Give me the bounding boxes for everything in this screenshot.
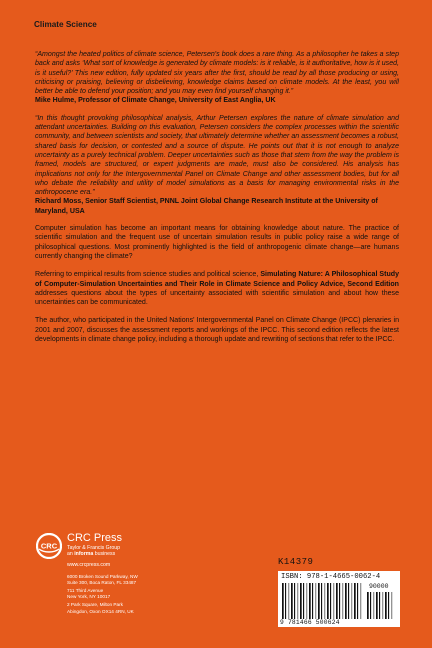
publisher-addresses [67,574,216,615]
series-label: Climate Science [34,20,97,29]
crc-press-logo-icon [36,533,62,559]
barcode-bar [327,583,329,619]
publisher-name: CRC Press [67,532,123,544]
quote-1-attribution: Mike Hulme, Professor of Climate Change, University of East Anglia, UK [35,97,276,105]
address-boca-raton: 6000 Broken Sound Parkway, NW Suite 300, Boca Raton, FL 33487 [67,574,138,586]
description-paragraph-1: Computer simulation has become an important means for obtaining knowledge about nature. The practice of scientific simulation and the frequent use of uncertain simulation results in public policy raise a wide range of philosophical questions. Most prominently highlighted is the field of anthropogenic climate change—are humans currently changing the climate? [35,225,399,260]
barcode-bar [388,592,389,619]
publisher-block [36,533,216,617]
description-paragraph-2 [35,270,399,307]
publisher-group: Taylor & Francis Group [67,544,121,551]
quote-1: “Amongst the heated politics of climate science, Petersen's book does a rare thing. As a philosopher he takes a step back and asks ‘What sort of knowledge is generated by climate models: is it reliable, is it authoritative, how is it used, is it useful?’ This new edition, fully updated six years after the first, should be read by all those producing or using, criticising or praising, believing or disbelieving, knowledge claims based on climate models. At the least, you will better be able to defend your position; and you may even find yourself changing it.” [35,51,399,96]
paragraph-2-intro: Referring to empirical results from science studies and political science, [35,271,261,279]
barcode-bar [383,592,384,619]
barcode-bar [316,583,317,619]
cover-text [35,50,399,353]
quote-2: “In this thought provoking philosophical analysis, Arthur Petersen explores the nature of climate simulation and attendant uncertainties. Building on this evaluation, Petersen considers the complex processes within the scientific community, and between scientists and society, that ultimately determine whether an assessment becomes a robust, shared basis for decision, or contested and a source of dispute. He points out that it is not enough to analyze uncertainty as a purely technical problem. Deeper uncertainties such as those that stem from the way the problem is framed, models are structured, or expert judgments are made, must also be considered. His analysis has implications not only for the Intergovernmental Panel on Climate Change and other assessment bodies, but for all who debate the reliability and utility of model simulations as a basis for managing environmental risks in the anthropocene era.” [35,114,399,197]
addon-barcode [366,592,396,619]
barcode-bar [291,583,293,619]
barcode-bar [307,583,308,619]
barcode-bar [392,592,393,619]
barcode-bar [330,583,331,619]
publisher-business: an informa business [67,551,116,558]
barcode-box [278,571,400,627]
barcode-bar [321,583,322,619]
barcode-bar [352,583,353,619]
barcode-bar [300,583,302,619]
barcode-bar [343,583,344,619]
ean-digits: 9 781466 500624 [280,619,340,626]
price-addon-number: 90000 [369,583,389,590]
ean-barcode [281,583,363,619]
barcode-bar [285,583,286,619]
barcode-bar [294,583,295,619]
barcode-bar [325,583,326,619]
barcode-bar [334,583,335,619]
barcode-bar [376,592,378,619]
barcode-bar [303,583,304,619]
barcode-bar [289,583,290,619]
barcode-bar [385,592,387,619]
address-abingdon: 2 Park Square, Milton Park Abingdon, Oxon OX14 4RN, UK [67,602,134,614]
isbn-number: ISBN: 978-1-4665-0062-4 [281,573,381,581]
paragraph-2-rest: addresses questions about the types of uncertainty associated with scientific simulation and about how these uncertainties can be communicated. [35,289,399,307]
barcode-bar [339,583,340,619]
publisher-url[interactable]: www.crcpress.com [67,562,111,568]
barcode-bar [370,592,371,619]
barcode-bar [361,583,362,619]
barcode-bar [336,583,338,619]
barcode-bar [318,583,320,619]
barcode-bar [357,583,358,619]
barcode-bar [379,592,380,619]
crc-logo-text: CRC [40,541,58,551]
barcode-bar [282,583,284,619]
barcode-bar [374,592,375,619]
barcode-bar [309,583,311,619]
barcode-bar [354,583,356,619]
barcode-bar [298,583,299,619]
barcode-bar [312,583,313,619]
quote-2-attribution: Richard Moss, Senior Staff Scientist, PNNL Joint Global Change Research Institute at the University of Maryland, USA [35,198,378,215]
sku-code: K14379 [278,557,314,567]
barcode-bar [367,592,369,619]
informa-brand: informa [74,551,94,558]
description-paragraph-3: The author, who participated in the United Nations' Intergovernmental Panel on Climate Change (IPCC) plenaries in 2001 and 2007, discusses the assessment reports and workings of the IPCC. This second edition reflects the latest developments in climate change policy, including a thorough update and rewriting of sections that refer to the IPCC. [35,317,399,344]
barcode-bar [345,583,347,619]
address-new-york: 711 Third Avenue New York, NY 10017 [67,588,111,600]
book-title: Simulating Nature: A Philosophical Study of Computer-Simulation Uncertainties and Their Role in Climate Science and Policy Advice, Second Edition [35,271,399,288]
barcode-bar [348,583,349,619]
